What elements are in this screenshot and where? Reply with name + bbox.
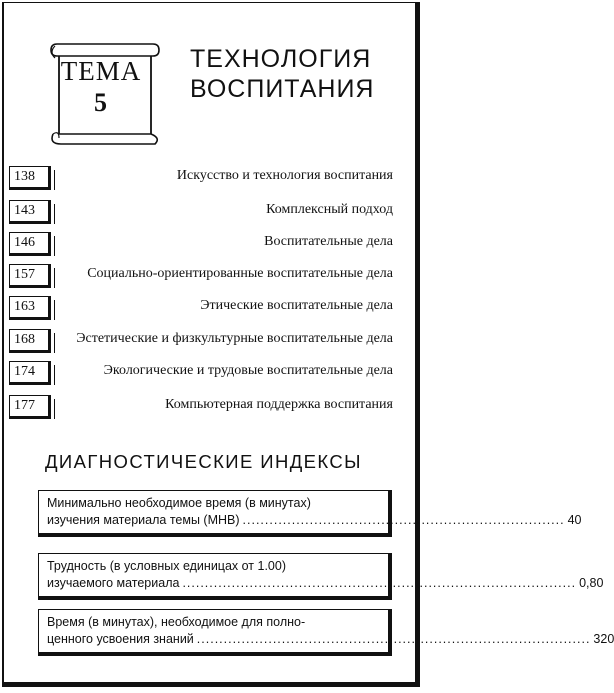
toc-item-title: Комплексный подход <box>266 202 393 217</box>
toc-item[interactable] <box>0 296 418 326</box>
index-text-line: Минимально необходимое время (в минутах) <box>47 496 311 510</box>
diagnostics-heading: ДИАГНОСТИЧЕСКИЕ ИНДЕКСЫ <box>45 451 362 472</box>
index-value: 40 <box>567 513 582 527</box>
toc-item[interactable] <box>0 232 418 262</box>
toc-item[interactable] <box>0 200 418 230</box>
dot-leader: ........................................................................ <box>242 513 565 527</box>
index-value: 320 <box>593 632 614 646</box>
diagnostic-index-box <box>38 553 604 600</box>
toc-item-title: Искусство и технология воспитания <box>176 168 393 183</box>
index-text-line: ценного усвоения знаний <box>47 632 194 646</box>
title-line-2: ВОСПИТАНИЯ <box>190 75 375 103</box>
index-text-line: Время (в минутах), необходимое для полно- <box>47 615 306 629</box>
page-number-box: 138 <box>9 166 51 190</box>
page-number-box: 163 <box>9 296 51 320</box>
page-title <box>190 44 410 104</box>
dot-leader: ........................................................................................ <box>196 632 591 646</box>
toc-item-title: Эстетические и физкультурные воспитательные дела <box>76 331 393 346</box>
page-number-box: 174 <box>9 361 51 385</box>
toc-item[interactable] <box>0 395 418 425</box>
page-number-box: 168 <box>9 329 51 353</box>
page-number-box: 157 <box>9 264 51 288</box>
theme-number: 5 <box>94 88 108 117</box>
title-line-1: ТЕХНОЛОГИЯ <box>190 45 372 73</box>
index-text-line: изучаемого материала <box>47 576 180 590</box>
index-value: 0,80 <box>579 576 604 590</box>
dot-leader: ........................................................................................ <box>182 576 577 590</box>
toc-item-title: Социально-ориентированные воспитательные дела <box>87 266 393 281</box>
toc-item[interactable] <box>0 361 418 391</box>
toc-item[interactable] <box>0 166 418 196</box>
page-number-box: 146 <box>9 232 51 256</box>
theme-word: ТЕМА <box>60 56 142 86</box>
toc-item-title: Компьютерная поддержка воспитания <box>165 397 393 412</box>
toc-item-title: Экологические и трудовые воспитательные дела <box>103 363 393 378</box>
diagnostic-index-box <box>38 609 614 656</box>
toc-item[interactable] <box>0 264 418 294</box>
theme-scroll <box>45 38 163 148</box>
page-number-box: 143 <box>9 200 51 224</box>
diagnostic-index-box <box>38 490 582 537</box>
toc-item-title: Воспитательные дела <box>264 234 393 249</box>
page-number-box: 177 <box>9 395 51 419</box>
toc-item-title: Этические воспитательные дела <box>200 298 393 313</box>
toc-item[interactable] <box>0 329 418 359</box>
index-text-line: изучения материала темы (МНВ) <box>47 513 240 527</box>
index-text-line: Трудность (в условных единицах от 1.00) <box>47 559 287 573</box>
